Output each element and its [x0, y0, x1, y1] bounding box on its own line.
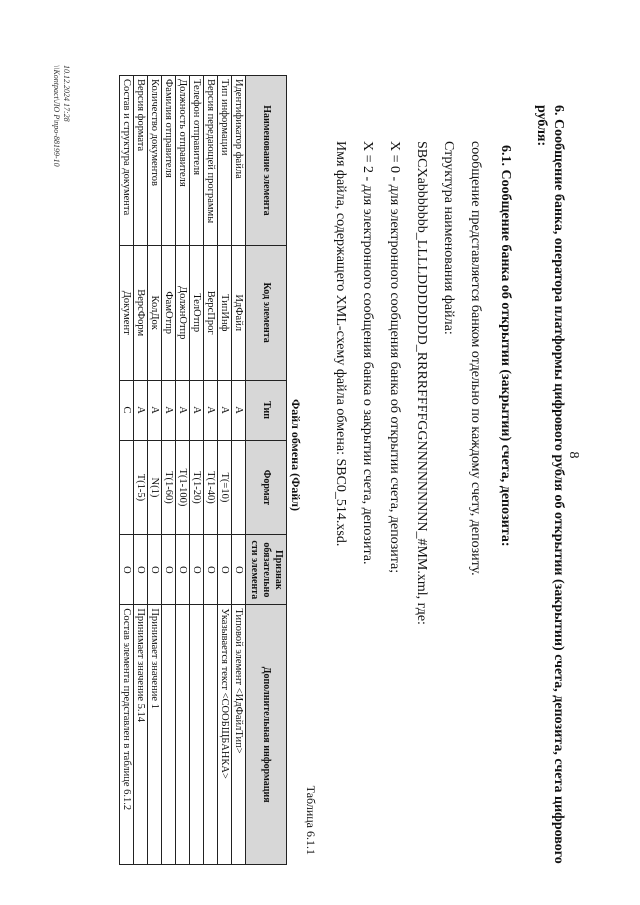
cell-format: Т(1-5)	[134, 440, 148, 535]
paragraph: X = 2 - для электронного сообщения банка о закрытии счета, депозита.	[360, 141, 375, 565]
paragraph-filename-pattern: SBCXabbbbbbb_LLLLDDDDDDD_RRRRFFFFGGNNNNNNNNN_#MM.xml, где:	[414, 141, 429, 625]
document-page	[35, 35, 605, 875]
cell-code: ВерсФорм	[134, 245, 148, 380]
footer-path: \\Kontpact\ЛО Р\про-88199-10	[52, 65, 61, 167]
cell-info: Указывается текст <СООБЩБАНКА>	[218, 605, 232, 865]
cell-code: ДолжнОтпр	[176, 245, 190, 380]
section-heading: 6. Сообщение банка, оператора платформы цифрового рубля об открытии (закрытии) счета, депозита, счета цифрового рубля:	[534, 105, 566, 864]
cell-format	[120, 440, 134, 535]
table-header-row	[246, 76, 287, 865]
table-row	[134, 76, 148, 865]
cell-type: А	[176, 380, 190, 440]
paragraph: Имя файла, содержащего XML-схему файла обмена: SBC0_514.xsd.	[333, 141, 348, 547]
cell-required: О	[232, 535, 246, 605]
table-row	[162, 76, 176, 865]
table-row	[120, 76, 134, 865]
cell-type: А	[148, 380, 162, 440]
table-caption: Таблица 6.1.1	[304, 785, 318, 855]
cell-format: N(1)	[148, 440, 162, 535]
cell-name: Идентификатор файла	[232, 76, 246, 246]
table-row	[204, 76, 218, 865]
cell-info	[190, 605, 204, 865]
column-header: Тип	[246, 380, 287, 440]
cell-name: Фамилия отправителя	[162, 76, 176, 246]
table-row	[190, 76, 204, 865]
cell-info: Состав элемента представлен в таблице 6.1.2	[120, 605, 134, 865]
table-title: Файл обмена (Файл)	[289, 398, 303, 512]
cell-info	[162, 605, 176, 865]
cell-code: ИдФайл	[232, 245, 246, 380]
cell-required: О	[190, 535, 204, 605]
cell-name: Телефон отправителя	[190, 76, 204, 246]
cell-format: Т(1-60)	[162, 440, 176, 535]
cell-info	[176, 605, 190, 865]
cell-info: Принимает значение 5.14	[134, 605, 148, 865]
cell-format: Т(1-20)	[190, 440, 204, 535]
cell-type: А	[232, 380, 246, 440]
cell-format: Т(=10)	[218, 440, 232, 535]
column-header: Дополнительная информация	[246, 605, 287, 865]
document-footer-stamp	[51, 65, 71, 167]
cell-required: О	[176, 535, 190, 605]
cell-code: Документ	[120, 245, 134, 380]
cell-code: ВерсПрог	[204, 245, 218, 380]
table-row	[176, 76, 190, 865]
cell-required: О	[218, 535, 232, 605]
cell-code: ФамОтпр	[162, 245, 176, 380]
cell-type: С	[120, 380, 134, 440]
column-header: Признак обязательно сти элемента	[246, 535, 287, 605]
footer-timestamp: 10.12.2024 17:28	[62, 65, 71, 122]
column-header: Наименование элемента	[246, 76, 287, 246]
column-header: Код элемента	[246, 245, 287, 380]
cell-required: О	[120, 535, 134, 605]
cell-type: А	[162, 380, 176, 440]
cell-name: Версия формата	[134, 76, 148, 246]
cell-required: О	[162, 535, 176, 605]
table-row	[148, 76, 162, 865]
cell-type: А	[134, 380, 148, 440]
cell-format	[232, 440, 246, 535]
cell-code: КолДок	[148, 245, 162, 380]
paragraph: сообщение представляется банком отдельно по каждому счету, депозиту.	[468, 141, 483, 576]
column-header: Формат	[246, 440, 287, 535]
subsection-heading: 6.1. Сообщение банка об открытии (закрытии) счета, депозита:	[498, 145, 513, 547]
table-row	[218, 76, 232, 865]
page-number: 8	[566, 451, 581, 459]
cell-name: Должность отправителя	[176, 76, 190, 246]
paragraph: X = 0 - для электронного сообщения банка об открытии счета, депозита;	[387, 141, 402, 574]
cell-format: Т(1-100)	[176, 440, 190, 535]
cell-info	[204, 605, 218, 865]
cell-code: ТелОтпр	[190, 245, 204, 380]
cell-name: Состав и структура документа	[120, 76, 134, 246]
cell-info: Типовой элемент <ИдФайлТип>	[232, 605, 246, 865]
cell-type: А	[204, 380, 218, 440]
cell-name: Версия передающей программы	[204, 76, 218, 246]
cell-required: О	[134, 535, 148, 605]
paragraph: Структура наименования файла:	[441, 141, 456, 335]
cell-type: А	[190, 380, 204, 440]
cell-name: Тип информации	[218, 76, 232, 246]
cell-name: Количество документов	[148, 76, 162, 246]
exchange-file-table	[119, 75, 287, 865]
cell-code: ТипИнф	[218, 245, 232, 380]
cell-type: А	[218, 380, 232, 440]
table-row	[232, 76, 246, 865]
cell-required: О	[204, 535, 218, 605]
cell-info: Принимает значение 1	[148, 605, 162, 865]
cell-required: О	[148, 535, 162, 605]
cell-format: Т(1-40)	[204, 440, 218, 535]
